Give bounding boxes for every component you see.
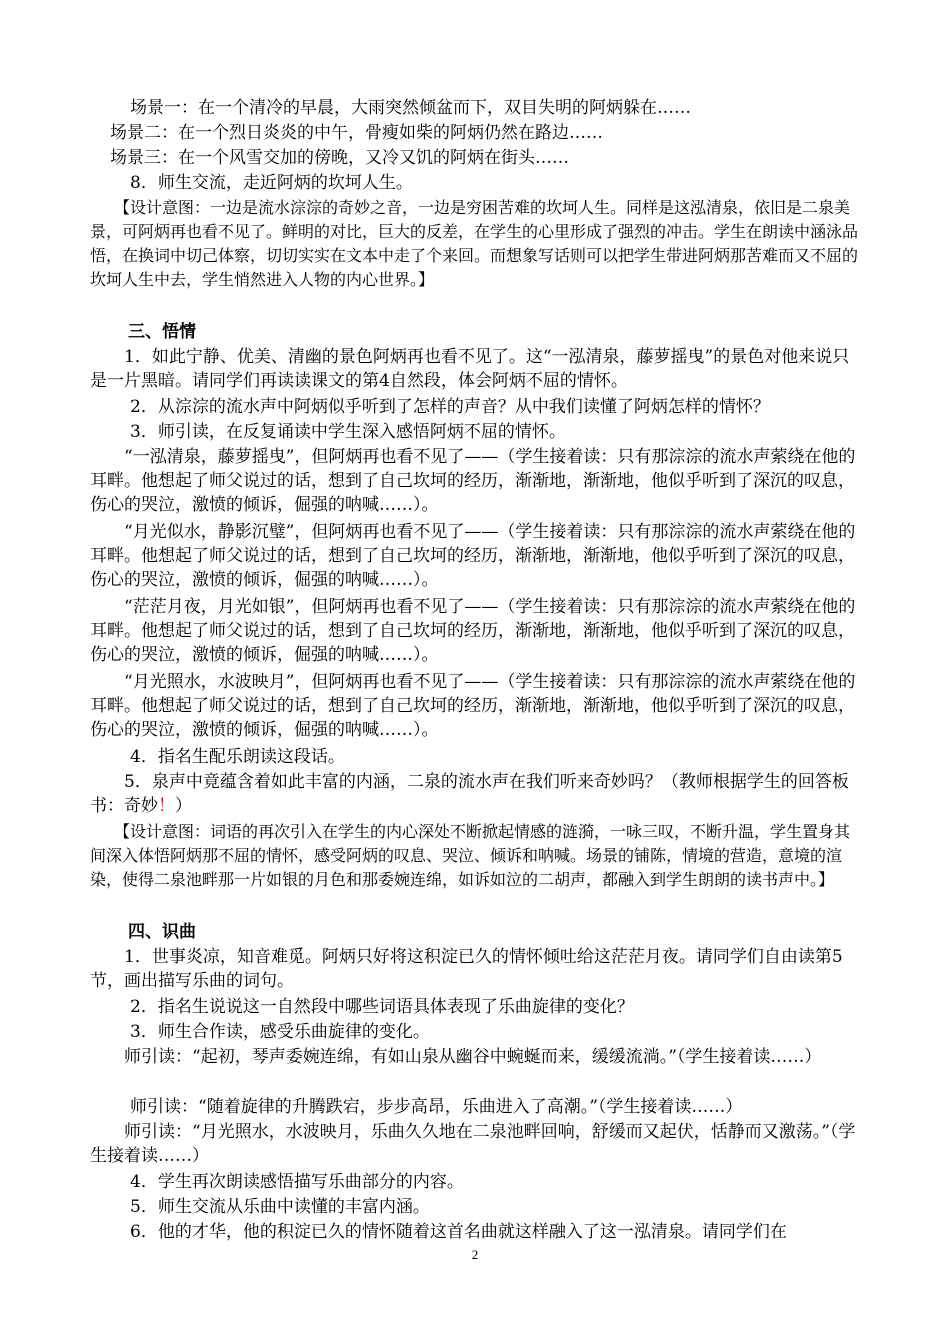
design-intent-2: 【设计意图：词语的再次引入在学生的内心深处不断掀起情感的涟漪，一咏三叹，不断升温，学生置身其间深入体悟阿炳那不屈的情怀，感受阿炳的叹息、哭泣、倾诉和呐喊。场景的铺陈，情境的营造，意境的渲染，使得二泉池畔那一片如银的月色和那委婉连绵，如诉如泣的二胡声，都融入到学生朗朗的读书声中。】 [90,822,851,889]
scene-three: 场景三：在一个风雪交加的傍晚，又冷又饥的阿炳在街头…… [110,148,569,168]
section4-item-2: 2．指名生说说这一自然段中哪些词语具体表现了乐曲旋律的变化？ [130,997,634,1017]
teacher-reading-1: 师引读：“起初，琴声委婉连绵，有如山泉从幽谷中蜿蜒而来，缓缓流淌。”（学生接着读……） [124,1047,822,1067]
section3-item-5-text: 5．泉声中竟蕴含着如此丰富的内涵，二泉的流水声在我们听来奇妙吗？（教师根据学生的回答板书：奇妙 [90,772,849,816]
guided-reading-3: “茫茫月夜，月光如银”，但阿炳再也看不见了——（学生接着读：只有那淙淙的流水声萦绕在他的耳畔。他想起了师父说过的话，想到了自己坎坷的经历，渐渐地，渐渐地，他似乎听到了深沉的叹息，伤心的哭泣，激愤的倾诉，倔强的呐喊……）。 [90,597,856,665]
section3-item-2: 2．从淙淙的流水声中阿炳似乎听到了怎样的声音？从中我们读懂了阿炳怎样的情怀？ [130,397,770,417]
section4-item-5: 5．师生交流从乐曲中读懂的丰富内涵。 [130,1197,430,1217]
guided-reading-1: “一泓清泉，藤萝摇曳”，但阿炳再也看不见了——（学生接着读：只有那淙淙的流水声萦绕在他的耳畔。他想起了师父说过的话，想到了自己坎坷的经历，渐渐地，渐渐地，他似乎听到了深沉的叹息，伤心的哭泣，激愤的倾诉，倔强的呐喊……）。 [90,447,856,515]
section3-item-3: 3．师引读，在反复诵读中学生深入感悟阿炳不屈的情怀。 [130,422,566,442]
scene-one: 场景一：在一个清冷的早晨，大雨突然倾盆而下，双目失明的阿炳躲在…… [130,98,691,118]
closing-paren: ） [175,796,192,816]
section3-item-4: 4．指名生配乐朗读这段话。 [130,747,345,767]
guided-reading-2: “月光似水，静影沉璧”，但阿炳再也看不见了——（学生接着读：只有那淙淙的流水声萦绕在他的耳畔。他想起了师父说过的话，想到了自己坎坷的经历，渐渐地，渐渐地，他似乎听到了深沉的叹息，伤心的哭泣，激愤的倾诉，倔强的呐喊……）。 [90,522,856,590]
section3-item-5 [90,770,860,818]
section4-item-3: 3．师生合作读，感受乐曲旋律的变化。 [130,1022,430,1042]
exclamation-mark: ！ [158,796,175,816]
item-8: 8．师生交流，走近阿炳的坎坷人生。 [130,173,413,193]
section3-item-1: 1．如此宁静、优美、清幽的景色阿炳再也看不见了。这“一泓清泉，藤萝摇曳”的景色对他来说只是一片黑暗。请同学们再读读课文的第4自然段，体会阿炳不屈的情怀。 [90,347,850,391]
section4-item-1: 1．世事炎凉，知音难觅。阿炳只好将这积淀已久的情怀倾吐给这茫茫月夜。请同学们自由读第5节，画出描写乐曲的词句。 [90,947,843,991]
teacher-reading-3: 师引读：“月光照水，水波映月，乐曲久久地在二泉池畔回响，舒缓而又起伏，恬静而又激荡。”（学生接着读……） [90,1122,856,1166]
section4-item-6: 6．他的才华，他的积淀已久的情怀随着这首名曲就这样融入了这一泓清泉。请同学们在 [130,1222,787,1242]
section-heading-4: 四、识曲 [128,922,196,942]
teacher-reading-2: 师引读：“随着旋律的升腾跌宕，步步高昂，乐曲进入了高潮。”（学生接着读……） [130,1097,743,1117]
section4-item-4: 4．学生再次朗读感悟描写乐曲部分的内容。 [130,1172,464,1192]
scene-two: 场景二：在一个烈日炎炎的中午，骨瘦如柴的阿炳仍然在路边…… [110,123,603,143]
guided-reading-4: “月光照水，水波映月”，但阿炳再也看不见了——（学生接着读：只有那淙淙的流水声萦绕在他的耳畔。他想起了师父说过的话，想到了自己坎坷的经历，渐渐地，渐渐地，他似乎听到了深沉的叹息，伤心的哭泣，激愤的倾诉，倔强的呐喊……）。 [90,672,856,740]
section-heading-3: 三、悟情 [128,322,196,342]
page-number: 2 [471,1247,479,1262]
design-intent-1: 【设计意图：一边是流水淙淙的奇妙之音，一边是穷困苦难的坎坷人生。同样是这泓清泉，依旧是二泉美景，可阿炳再也看不见了。鲜明的对比，巨大的反差，在学生的心里形成了强烈的冲击。学生在朗读中涵泳品悟，在换词中切己体察，切切实实在文本中走了个来回。而想象写话则可以把学生带进阿炳那苦难而又不屈的坎坷人生中去，学生悄然进入人物的内心世界。】 [90,198,859,289]
